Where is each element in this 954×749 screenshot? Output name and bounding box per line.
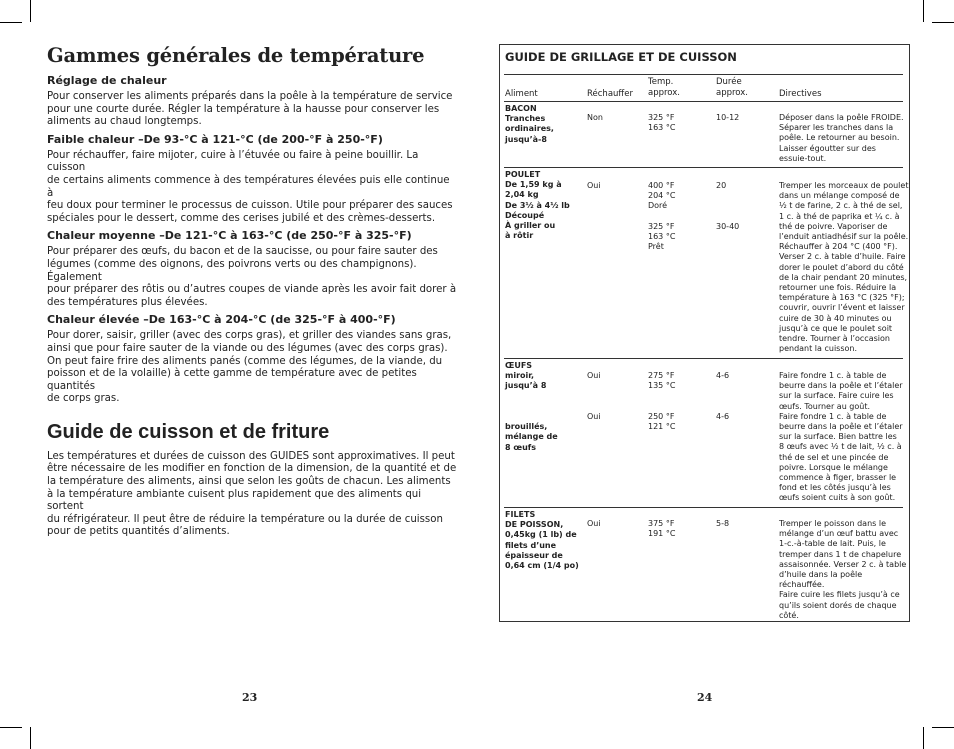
- column-header-duree: Durée approx.: [716, 77, 748, 98]
- text-line: On peut faire frire des aliments panés (comme des légumes, de la viande, du: [47, 355, 443, 367]
- text-line: être nécessaire de les modifier en fonction de la dimension, de la quantité et de: [47, 463, 457, 475]
- text-line: Pour dorer, saisir, griller (avec des corps gras), et griller des viandes sans gras,: [47, 330, 452, 342]
- text-line: ainsi que pour faire sauter de la viande ou des légumes (avec des corps gras).: [47, 342, 448, 354]
- row-oeufs-aliment: ŒUFS miroir, jusqu’à 8 brouillés, mélange de 8 œufs: [505, 361, 558, 452]
- text-line: Pour réchauffer, faire mijoter, cuire à l’étuvée ou faire à peine bouillir. La cuisson: [47, 149, 419, 174]
- row-poisson-temp: 375 °F 191 °C: [648, 519, 676, 539]
- column-header-aliment: Aliment: [505, 89, 538, 99]
- header-top-rule: [504, 74, 903, 75]
- text-line: pour préparer des rôtis ou d’autres coupes de viande après les avoir fait dorer à: [47, 284, 457, 296]
- row-rule: [504, 358, 903, 359]
- column-header-temp: Temp. approx.: [648, 77, 680, 98]
- page-heading-guide: Guide de cuisson et de friture: [47, 420, 330, 443]
- text-line: Pour conserver les aliments préparés dans la poêle à la température de service: [47, 91, 453, 102]
- row-oeufs-duree: 4-6 4-6: [716, 371, 730, 421]
- section-title: Chaleur élevée –De 163-°C à 204-°C (de 325-°F à 400-°F): [47, 313, 396, 327]
- crop-mark: [923, 0, 924, 22]
- text-line: poisson et de la volaille) à cette gamme de température avec de petites quantités: [47, 368, 417, 392]
- row-poulet-rechauffer: Oui: [587, 181, 601, 190]
- row-bacon-directives: Déposer dans la poêle FROIDE. Séparer les tranches dans la poêle. Le retourner au besoin. Laisser égoutter sur des essuie-tout.: [779, 113, 904, 163]
- crop-mark: [0, 727, 22, 728]
- row-rule: [504, 167, 903, 168]
- text-line: légumes (comme des oignons, des poivrons verts ou des champignons). Également: [47, 258, 417, 283]
- text-line: à la température ambiante cuisent plus rapidement que des aliments qui sortent: [47, 488, 422, 513]
- text-line: de certains aliments commence à des températures élevées puis elle continue à: [47, 174, 450, 199]
- text-line: du réfrigérateur. Il peut être de réduire la température ou la durée de cuisson: [47, 513, 443, 525]
- text-line: de corps gras.: [47, 393, 120, 405]
- section-title: Faible chaleur –De 93-°C à 121-°C (de 200-°F à 250-°F): [47, 132, 383, 146]
- row-poulet-duree: 20 30-40: [716, 181, 740, 231]
- page-number: 24: [697, 691, 713, 704]
- text-line: Pour préparer des œufs, du bacon et de la saucisse, ou pour faire sauter des: [47, 246, 438, 258]
- row-oeufs-temp: 275 °F 135 °C 250 °F 121 °C: [648, 371, 676, 432]
- crop-mark: [932, 22, 954, 23]
- header-bottom-rule: [504, 101, 903, 102]
- text-line: aliments au chaud longtemps.: [47, 116, 202, 128]
- row-poisson-directives: Tremper le poisson dans le mélange d’un œuf battu avec 1-c.-à-table de lait. Puis, le tremper dans 1 t de chapelure assaisonnée. Verser 2 c. à table d’huile dans la poêle réchauffée. Faire cuire les filets jusqu’à ce qu’ils soient dorés de chaque côté.: [779, 519, 907, 620]
- text-line: pour de petits quantités d’aliments.: [47, 526, 230, 538]
- section-title: Chaleur moyenne –De 121-°C à 163-°C (de 250-°F à 325-°F): [47, 229, 412, 243]
- column-header-rechauffer: Réchauffer: [587, 89, 633, 99]
- text-line: Les températures et durées de cuisson des GUIDES sont approximatives. Il peut: [47, 450, 455, 462]
- row-poulet-directives: Tremper les morceaux de poulet dans un mélange composé de ½ t de farine, 2 c. à thé de sel, 1 c. à thé de paprika et ¼ c. à thé de poivre. Vaporiser de l’enduit antiadhésif sur la poêle. Réchauffer à 204 °C (400 °F). Verser 2 c. à table d’huile. Faire dorer le poulet d’abord du côté de la chair pendant 20 minutes, retourner une fois. Réduire la température à 163 °C (325 °F); couvrir, ouvrir l’évent et laisser cuire de 30 à 40 minutes ou jusqu’à ce que le poulet soit tendre. Tourner à l’occasion pendant la cuisson.: [779, 181, 909, 354]
- crop-mark: [0, 22, 22, 23]
- text-line: pour une courte durée. Régler la température à la hausse pour conserver les: [47, 103, 440, 115]
- row-bacon-rechauffer: Non: [587, 113, 603, 122]
- crop-mark: [30, 727, 31, 749]
- row-poisson-rechauffer: Oui: [587, 519, 601, 528]
- left-page: [47, 43, 457, 539]
- text-line: spéciales pour le dessert, comme des cerises jubilé et des crèmes-desserts.: [47, 212, 436, 224]
- row-poisson-aliment: FILETS DE POISSON, 0,45kg (1 lb) de filets d’une épaisseur de 0,64 cm (1/4 po): [505, 510, 579, 571]
- text-line: feu doux pour terminer le processus de cuisson. Utile pour préparer des sauces: [47, 200, 453, 212]
- table-title: GUIDE DE GRILLAGE ET DE CUISSON: [505, 50, 737, 64]
- row-bacon-duree: 10-12: [716, 113, 740, 122]
- text-line: la température des aliments, ainsi que selon les goûts de chacun. Les aliments: [47, 476, 451, 488]
- row-oeufs-rechauffer: Oui Oui: [587, 371, 601, 421]
- page-heading-temperature: Gammes générales de température: [47, 44, 425, 67]
- column-header-directives: Directives: [779, 89, 822, 99]
- text-line: des températures plus élevées.: [47, 296, 208, 308]
- row-poulet-temp: 400 °F 204 °C Doré 325 °F 163 °C Prêt: [648, 181, 676, 252]
- section-title: Réglage de chaleur: [47, 74, 167, 87]
- page-number: 23: [242, 691, 258, 704]
- row-poulet-aliment: POULET De 1,59 kg à 2,04 kg De 3½ à 4½ lb Découpé À griller ou à rôtir: [505, 170, 570, 241]
- crop-mark: [923, 727, 924, 749]
- row-bacon-temp: 325 °F 163 °C: [648, 113, 676, 133]
- crop-mark: [932, 727, 954, 728]
- row-rule: [504, 507, 903, 508]
- row-poisson-duree: 5-8: [716, 519, 730, 528]
- row-oeufs-directives: Faire fondre 1 c. à table de beurre dans la poêle et l’étaler sur la surface. Faire cuire les œufs. Tourner au goût. Faire fondre 1 c. à table de beurre dans la poêle et l’étaler sur la surface. Bien battre les 8 œufs avec ½ t de lait, ½ c. à thé de sel et une pincée de poivre. Lorsque le mélange commence à figer, brasser le fond et les côtés jusqu’à les œufs soient cuits à son goût.: [779, 371, 903, 503]
- cooking-guide-table: [499, 44, 910, 622]
- crop-mark: [30, 0, 31, 22]
- row-bacon-aliment: BACON Tranches ordinaires, jusqu’à-8: [505, 104, 554, 144]
